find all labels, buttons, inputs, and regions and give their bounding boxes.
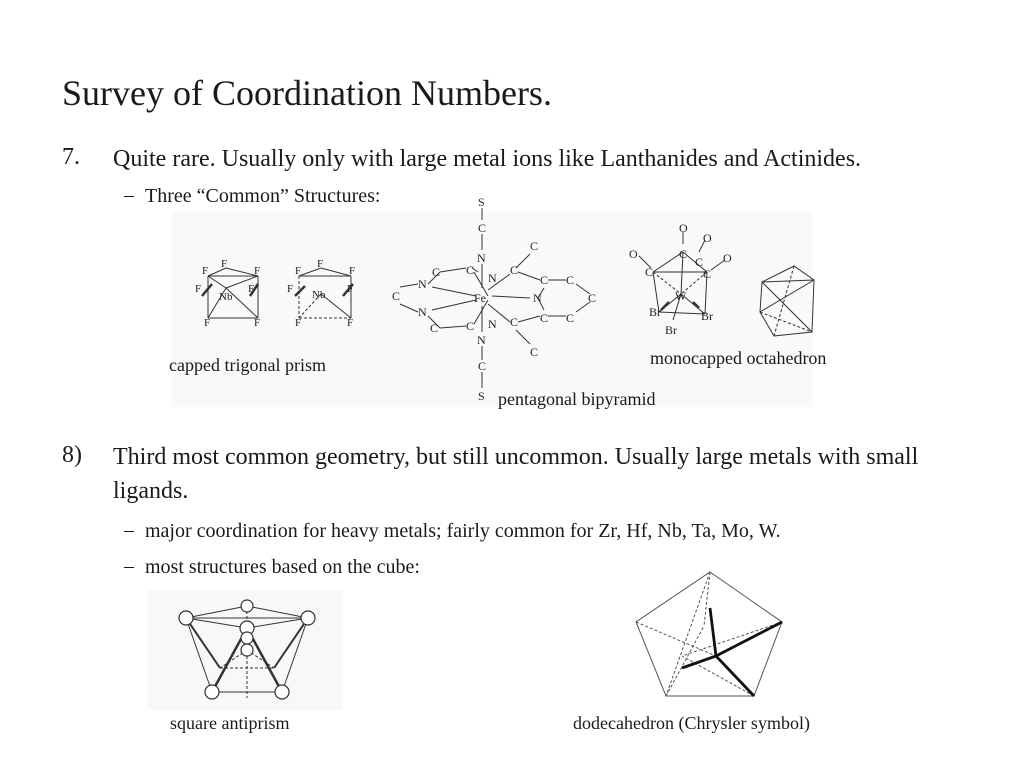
monocapped-octahedron-polyhedron	[754, 262, 824, 342]
atom-label: F	[347, 317, 354, 329]
capped-trigonal-prism-diagram-a	[192, 256, 267, 331]
pentagonal-bipyramid-diagram	[388, 192, 618, 407]
atom-label: F	[195, 283, 202, 295]
atom-label: C	[588, 291, 597, 305]
atom-label: C	[695, 255, 704, 269]
atom-label: S	[478, 389, 485, 403]
atom-label: F	[349, 265, 356, 277]
caption-monocapped-octahedron: monocapped octahedron	[650, 348, 827, 368]
atom-label: C	[466, 263, 475, 277]
caption-dodecahedron: dodecahedron (Chrysler symbol)	[573, 713, 810, 733]
atom-label: C	[530, 345, 539, 359]
atom-label: Br	[649, 305, 661, 319]
atom-label: F	[248, 283, 255, 295]
atom-label: C	[703, 267, 712, 281]
caption-capped-trigonal-prism: capped trigonal prism	[169, 355, 326, 375]
atom-label: O	[723, 251, 732, 265]
section-7-number: 7.	[62, 144, 80, 170]
caption-pentagonal-bipyramid: pentagonal bipyramid	[498, 389, 656, 409]
atom-label: Br	[665, 323, 677, 337]
atom-label: O	[629, 247, 638, 261]
section-8-number: 8)	[62, 442, 82, 468]
atom-label: N	[488, 271, 497, 285]
atom-label: O	[679, 221, 688, 235]
bullet-marker: –	[124, 184, 134, 206]
atom-label: C	[392, 289, 401, 303]
square-antiprism-diagram	[172, 598, 332, 708]
atom-label: N	[533, 291, 542, 305]
atom-label: N	[418, 277, 427, 291]
atom-label: C	[478, 359, 487, 373]
atom-label: C	[466, 319, 475, 333]
atom-label: Nb	[312, 289, 326, 301]
atom-label: F	[347, 283, 354, 295]
atom-label: C	[540, 311, 549, 325]
atom-label: C	[510, 263, 519, 277]
section-7-bullet-1: Three “Common” Structures:	[145, 185, 381, 207]
atom-label: F	[254, 265, 261, 277]
atom-label: F	[287, 283, 294, 295]
atom-label: Br	[701, 309, 713, 323]
atom-label: C	[530, 239, 539, 253]
atom-label: C	[510, 315, 519, 329]
atom-label: F	[295, 317, 302, 329]
atom-label: N	[418, 305, 427, 319]
atom-label: C	[566, 273, 575, 287]
section-8-bullet-1: major coordination for heavy metals; fairly common for Zr, Hf, Nb, Ta, Mo, W.	[145, 520, 781, 542]
section-8-text: Third most common geometry, but still uncommon. Usually large metals with small ligands.	[113, 444, 919, 504]
monocapped-octahedron-w-complex-diagram	[625, 222, 735, 342]
atom-label: C	[679, 247, 688, 261]
atom-label: Nb	[219, 291, 233, 303]
bullet-marker: –	[124, 519, 134, 541]
atom-label: N	[488, 317, 497, 331]
bullet-marker: –	[124, 555, 134, 577]
dodecahedron-diagram	[630, 568, 790, 708]
section-7-text: Quite rare. Usually only with large metal ions like Lanthanides and Actinides.	[113, 146, 862, 172]
atom-label: F	[295, 265, 302, 277]
atom-label: F	[254, 317, 261, 329]
atom-label: F	[204, 317, 211, 329]
atom-label: F	[202, 265, 209, 277]
atom-label: W	[675, 289, 687, 303]
atom-label: N	[477, 251, 486, 265]
atom-label: O	[703, 231, 712, 245]
atom-label: F	[317, 258, 324, 270]
atom-label: Fe	[474, 291, 486, 305]
section-8-bullet-2: most structures based on the cube:	[145, 556, 420, 578]
atom-label: C	[478, 221, 487, 235]
atom-label: C	[430, 321, 439, 335]
caption-square-antiprism: square antiprism	[170, 713, 290, 733]
atom-label: S	[478, 195, 485, 209]
capped-trigonal-prism-diagram-b	[287, 256, 362, 331]
atom-label: C	[432, 265, 441, 279]
atom-label: C	[540, 273, 549, 287]
slide-title: Survey of Coordination Numbers.	[62, 73, 552, 113]
atom-label: F	[221, 258, 228, 270]
atom-label: C	[645, 265, 654, 279]
atom-label: C	[566, 311, 575, 325]
atom-label: N	[477, 333, 486, 347]
